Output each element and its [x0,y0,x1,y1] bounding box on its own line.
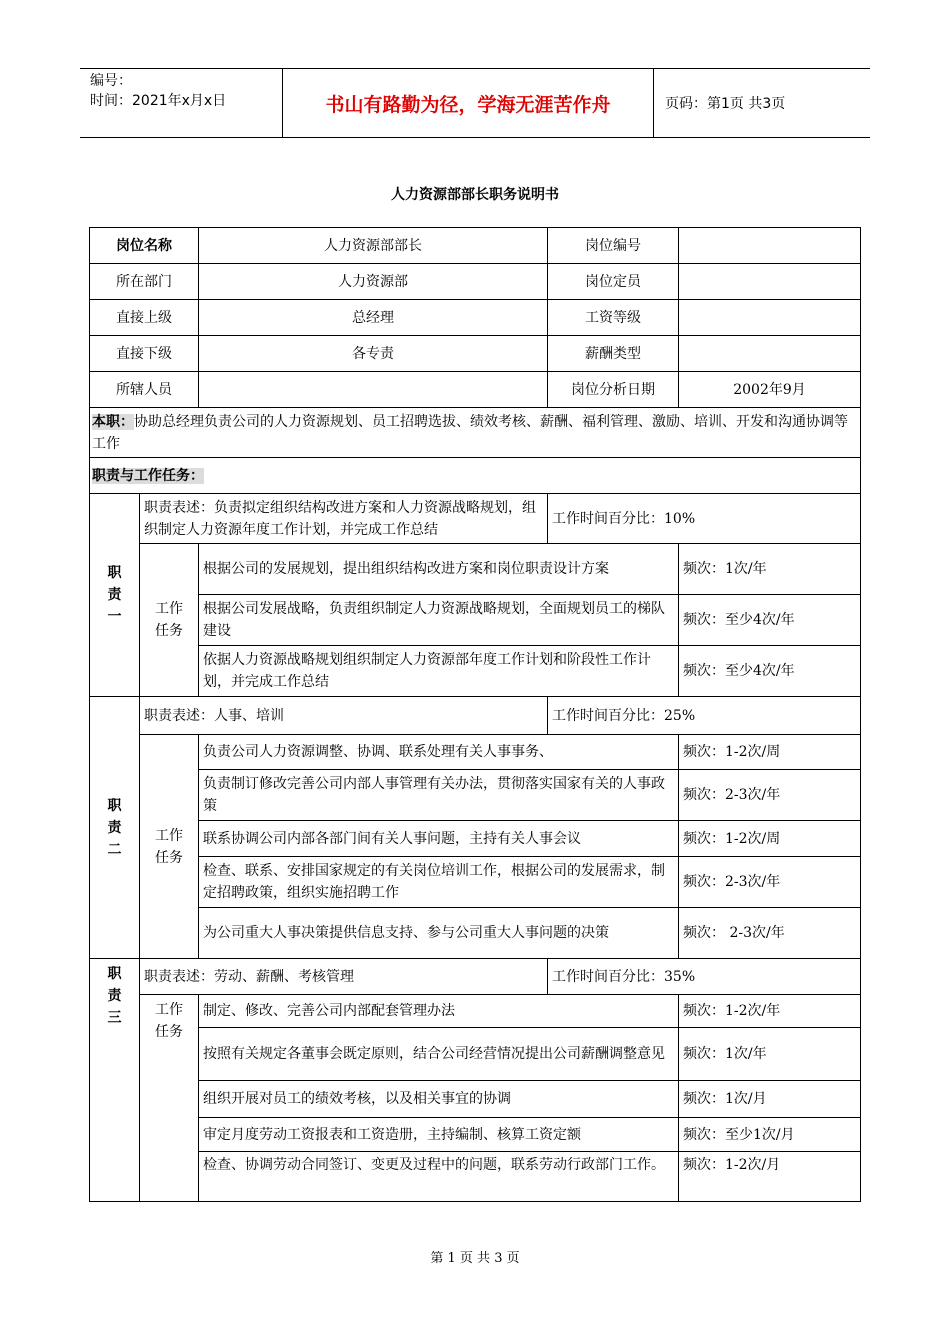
header-meta [80,69,280,137]
label-analysis-date: 岗位分析日期 [548,372,679,408]
duty1-freq-2: 频次：至少4次/年 [679,595,861,646]
header-motto: 书山有路勤为径，学海无涯苦作舟 [282,69,654,137]
job-description-table [89,227,861,1202]
duty2-statement: 职责表述：人事、培训 [140,697,548,735]
value-subordinate: 各专责 [199,336,548,372]
duty2-task-label: 工作任务 [140,735,199,959]
duty2-freq-4: 频次：2-3次/年 [679,857,861,908]
label-salary-grade: 工资等级 [548,300,679,336]
label-position-code: 岗位编号 [548,228,679,264]
duty3-task-3: 组织开展对员工的绩效考核，以及相关事宜的协调 [199,1081,679,1118]
duty2-freq-3: 频次：1-2次/周 [679,821,861,857]
code-label: 编号： [90,73,132,89]
label-staff: 所辖人员 [90,372,199,408]
benzhi-label: 本职： [92,413,134,430]
value-staff [199,372,548,408]
duty3-task-4: 审定月度劳动工资报表和工资造册，主持编制、核算工资定额 [199,1118,679,1152]
duty1-task-2: 根据公司发展战略，负责组织制定人力资源战略规划，全面规划员工的梯队建设 [199,595,679,646]
duty2-freq-2: 频次：2-3次/年 [679,770,861,821]
duty1-statement: 职责表述：负责拟定组织结构改进方案和人力资源战略规划，组织制定人力资源年度工作计划，并完成工作总结 [140,494,548,544]
value-pay-type [679,336,861,372]
duty2-freq-5: 频次： 2-3次/年 [679,908,861,959]
duty3-task-2: 按照有关规定各董事会既定原则，结合公司经营情况提出公司薪酬调整意见 [199,1028,679,1081]
value-position-code [679,228,861,264]
label-position-name: 岗位名称 [90,228,199,264]
duty1-freq-1: 频次：1次/年 [679,544,861,595]
duty3-percent: 工作时间百分比：35% [548,959,861,995]
duty3-task-label: 工作任务 [140,995,199,1202]
duty3-label: 职责三 [90,959,140,1202]
duty3-task-1: 制定、修改、完善公司内部配套管理办法 [199,995,679,1028]
duty1-task-1: 根据公司的发展规划，提出组织结构改进方案和岗位职责设计方案 [199,544,679,595]
duty3-statement: 职责表述：劳动、薪酬、考核管理 [140,959,548,995]
duty2-task-3: 联系协调公司内部各部门间有关人事问题，主持有关人事会议 [199,821,679,857]
duty1-task-label: 工作任务 [140,544,199,697]
duty2-task-2: 负责制订修改完善公司内部人事管理有关办法，贯彻落实国家有关的人事政策 [199,770,679,821]
label-pay-type: 薪酬类型 [548,336,679,372]
label-subordinate: 直接下级 [90,336,199,372]
duty1-task-3: 依据人力资源战略规划组织制定人力资源部年度工作计划和阶段性工作计划，并完成工作总结 [199,646,679,697]
label-department: 所在部门 [90,264,199,300]
duty2-freq-1: 频次：1-2次/周 [679,735,861,770]
header-page-info: 页码：第1页 共3页 [665,96,786,112]
page-footer: 第 1 页 共 3 页 [430,1251,520,1266]
label-headcount: 岗位定员 [548,264,679,300]
duty3-freq-1: 频次：1-2次/年 [679,995,861,1028]
duty2-task-5: 为公司重大人事决策提供信息支持、参与公司重大人事问题的决策 [199,908,679,959]
value-headcount [679,264,861,300]
duty3-freq-3: 频次：1次/月 [679,1081,861,1118]
value-superior: 总经理 [199,300,548,336]
duty1-percent: 工作时间百分比：10% [548,494,861,544]
label-superior: 直接上级 [90,300,199,336]
benzhi-row [90,408,861,458]
value-analysis-date: 2002年9月 [679,372,861,408]
duty1-label: 职责一 [90,494,140,697]
duties-header: 职责与工作任务： [92,467,204,484]
page-header [80,68,870,138]
benzhi-text: 协助总经理负责公司的人力资源规划、员工招聘选拔、绩效考核、薪酬、福利管理、激励、培训、开发和沟通协调等工作 [92,413,848,452]
value-position-name: 人力资源部部长 [199,228,548,264]
duties-header-row [90,458,861,494]
time-label: 时间：2021年x月x日 [90,93,227,109]
duty3-task-5: 检查、协调劳动合同签订、变更及过程中的问题，联系劳动行政部门工作。 [199,1152,679,1202]
value-department: 人力资源部 [199,264,548,300]
duty2-task-1: 负责公司人力资源调整、协调、联系处理有关人事事务、 [199,735,679,770]
duty2-label: 职责二 [90,697,140,959]
duty2-percent: 工作时间百分比：25% [548,697,861,735]
value-salary-grade [679,300,861,336]
duty3-freq-4: 频次：至少1次/月 [679,1118,861,1152]
duty2-task-4: 检查、联系、安排国家规定的有关岗位培训工作，根据公司的发展需求，制定招聘政策，组织实施招聘工作 [199,857,679,908]
document-title: 人力资源部部长职务说明书 [391,187,559,203]
duty1-freq-3: 频次：至少4次/年 [679,646,861,697]
duty3-freq-2: 频次：1次/年 [679,1028,861,1081]
duty3-freq-5: 频次：1-2次/月 [679,1152,861,1202]
